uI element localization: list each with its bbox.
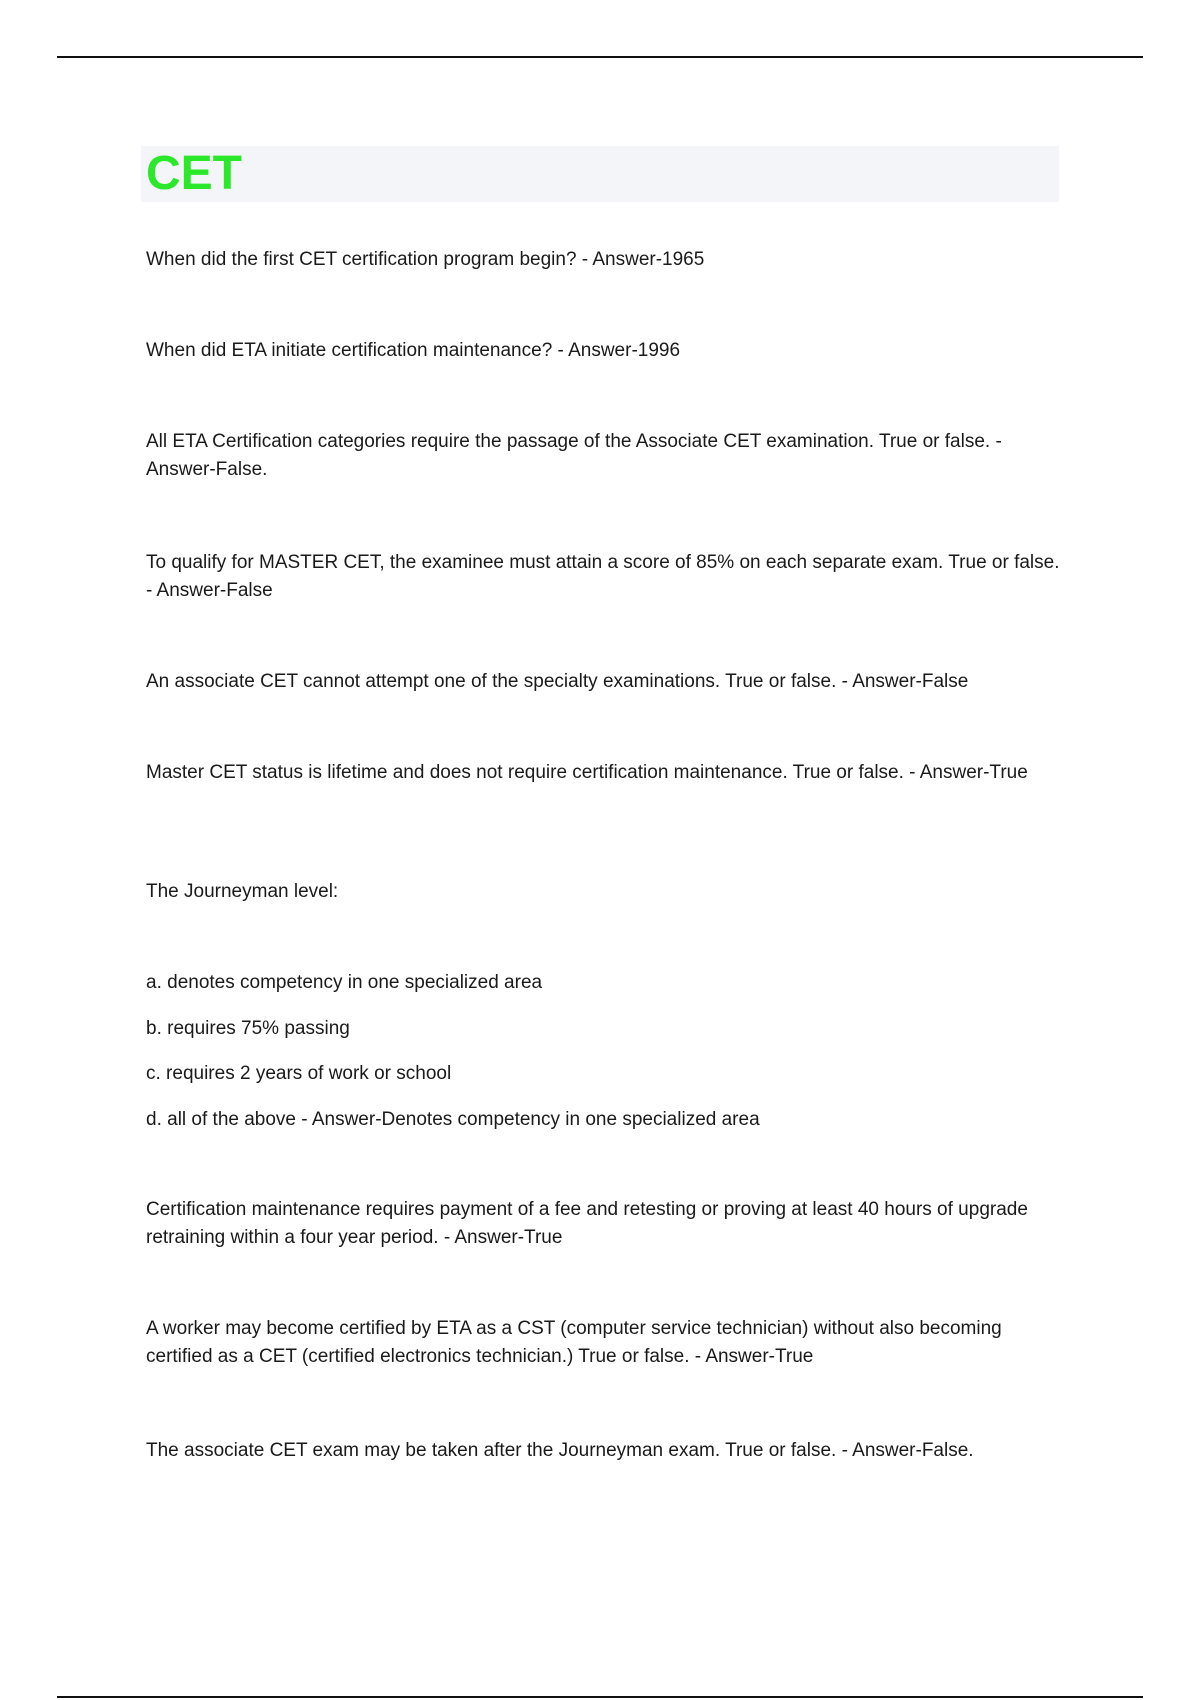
journeyman-option-b: b. requires 75% passing <box>146 1018 350 1039</box>
qa-item-specialty-exams: An associate CET cannot attempt one of the specialty examinations. True or false. - Answer-False <box>146 671 969 692</box>
qa-item-1965: When did the first CET certification program begin? - Answer-1965 <box>146 249 705 270</box>
page-title: CET <box>146 147 242 200</box>
journeyman-option-d: d. all of the above - Answer-Denotes competency in one specialized area <box>146 1109 760 1130</box>
qa-item-associate-after-journeyman: The associate CET exam may be taken after the Journeyman exam. True or false. - Answer-False. <box>146 1440 974 1461</box>
qa-item-1996: When did ETA initiate certification maintenance? - Answer-1996 <box>146 340 681 361</box>
top-rule <box>57 56 1143 58</box>
qa-item-master-lifetime: Master CET status is lifetime and does not require certification maintenance. True or false. - Answer-True <box>146 762 1028 783</box>
qa-item-associate-requirement: All ETA Certification categories require the passage of the Associate CET examination. True or false. - Answer-False. <box>146 431 1002 480</box>
qa-item-maintenance: Certification maintenance requires payment of a fee and retesting or proving at least 40 hours of upgrade retraining within a four year period. - Answer-True <box>146 1199 1028 1248</box>
qa-item-journeyman-level: The Journeyman level: <box>146 881 339 902</box>
journeyman-option-c: c. requires 2 years of work or school <box>146 1063 452 1084</box>
qa-item-cst: A worker may become certified by ETA as a CST (computer service technician) without also becoming certified as a CET (certified electronics technician.) True or false. - Answer-True <box>146 1318 1002 1367</box>
title-band <box>141 146 1059 202</box>
qa-item-master-score: To qualify for MASTER CET, the examinee must attain a score of 85% on each separate exam. True or false. - Answer-False <box>146 552 1060 601</box>
journeyman-option-a: a. denotes competency in one specialized area <box>146 972 543 993</box>
bottom-rule <box>57 1696 1143 1698</box>
